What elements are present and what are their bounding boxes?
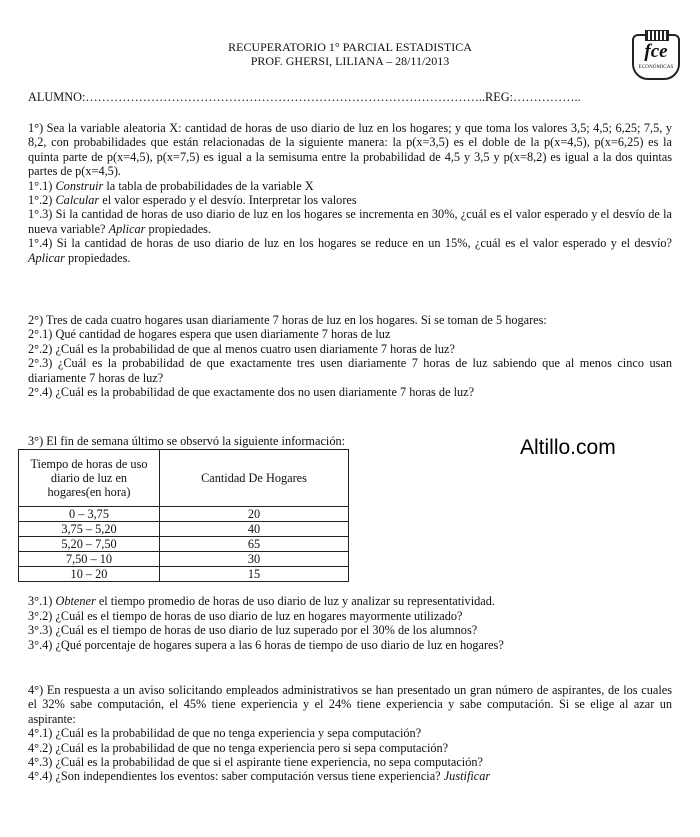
table-header-households: Cantidad De Hogares	[160, 450, 349, 507]
q3-item-3: 3°.3) ¿Cuál es el tiempo de horas de uso diario de luz superado por el 30% de los alumnos?	[28, 623, 478, 638]
q1-intro: 1°) Sea la variable aleatoria X: cantidad de horas de uso diario de luz en los hogares; y que toma los valores 3,5; 4,5; 6,25; 7,5, y 8,2, con probabilidades que están relacionadas de la siguiente manera: la p(x=3,5) es el doble de la p(x=4,5), p(x=6,25) es la quinta parte de p(x=4,5), p(x=7,5) es igual a la semisuma entre la probabilidad de 4,5 y 3,5 y p(x=8,2) es igual a la dos quintas partes de p(x=4,5).	[28, 121, 672, 179]
q1-item-1: 1°.1) Construir la tabla de probabilidades de la variable X	[28, 178, 314, 193]
table-cell: 20	[160, 507, 349, 522]
watermark: Altillo.com	[520, 436, 616, 459]
table-cell: 65	[160, 537, 349, 552]
table-cell: 15	[160, 567, 349, 582]
table-cell: 3,75 – 5,20	[19, 522, 160, 537]
question-1	[28, 121, 672, 265]
q3-item-4: 3°.4) ¿Qué porcentaje de hogares supera a las 6 horas de tiempo de uso diario de luz en hogares?	[28, 637, 504, 652]
q2-item-1: 2°.1) Qué cantidad de hogares espera que usen diariamente 7 horas de luz	[28, 327, 391, 342]
q4-item-1: 4°.1) ¿Cuál es la probabilidad de que no tenga experiencia y sepa computación?	[28, 726, 422, 741]
question-3-items	[28, 594, 504, 652]
fce-logo	[632, 34, 680, 80]
exam-title: RECUPERATORIO 1° PARCIAL ESTADISTICA	[228, 40, 472, 54]
student-line: ALUMNO:……………………………………………………………………………………..REG:……………..	[28, 90, 581, 104]
table-cell: 40	[160, 522, 349, 537]
table-cell: 7,50 – 10	[19, 552, 160, 567]
exam-header	[0, 40, 700, 68]
logo-text: fce	[644, 41, 668, 62]
table-row	[19, 567, 349, 582]
table-header-hours: Tiempo de horas de uso diario de luz en hogares(en hora)	[19, 450, 160, 507]
table-cell: 30	[160, 552, 349, 567]
hours-frequency-table	[18, 449, 349, 582]
q1-item-4: 1°.4) Si la cantidad de horas de uso diario de luz en los hogares se reduce en un 15%, ¿cuál es el valor esperado y el desvío? Aplicar propiedades.	[28, 236, 672, 265]
table-header-row	[19, 450, 349, 507]
logo-columns-icon	[645, 30, 669, 41]
table-row	[19, 507, 349, 522]
table-cell: 5,20 – 7,50	[19, 537, 160, 552]
q4-item-3: 4°.3) ¿Cuál es la probabilidad de que si el aspirante tiene experiencia, no sepa computación?	[28, 755, 483, 770]
q3-intro: 3°) El fin de semana último se observó la siguiente información:	[28, 434, 346, 448]
q2-item-2: 2°.2) ¿Cuál es la probabilidad de que al menos cuatro usen diariamente 7 horas de luz?	[28, 341, 455, 356]
table-row	[19, 537, 349, 552]
logo-subtext: ECONÓMICAS	[638, 65, 674, 70]
q1-item-2: 1°.2) Calcular el valor esperado y el desvío. Interpretar los valores	[28, 193, 357, 208]
question-4	[28, 683, 672, 784]
q2-item-4: 2°.4) ¿Cuál es la probabilidad de que exactamente dos no usen diariamente 7 horas de luz?	[28, 385, 475, 400]
question-2	[28, 313, 672, 399]
q4-item-2: 4°.2) ¿Cuál es la probabilidad de que no tenga experiencia pero si sepa computación?	[28, 740, 449, 755]
table-cell: 10 – 20	[19, 567, 160, 582]
q4-item-4: 4°.4) ¿Son independientes los eventos: saber computación versus tiene experiencia? Justificar	[28, 769, 491, 784]
q2-item-3: 2°.3) ¿Cuál es la probabilidad de que exactamente tres usen diariamente 7 horas de luz sabiendo que al menos cinco usan diariamente 7 horas de luz?	[28, 356, 672, 385]
q3-item-2: 3°.2) ¿Cuál es el tiempo de horas de uso diario de luz en hogares mayormente utilizado?	[28, 608, 463, 623]
q1-item-3: 1°.3) Si la cantidad de horas de uso diario de luz en los hogares se incrementa en 30%, ¿cuál es el valor esperado y el desvío de la nueva variable? Aplicar propiedades.	[28, 207, 672, 236]
professor-date: PROF. GHERSI, LILIANA – 28/11/2013	[250, 54, 450, 68]
q4-intro: 4°) En respuesta a un aviso solicitando empleados administrativos se han presentado un gran número de aspirantes, de los cuales el 32% sabe computación, el 45% tiene experiencia y el 24% tiene experiencia y sabe computación. Si se elige al azar un aspirante:	[28, 683, 672, 726]
q3-item-1: 3°.1) Obtener el tiempo promedio de horas de uso diario de luz y analizar su representatividad.	[28, 594, 495, 608]
table-cell: 0 – 3,75	[19, 507, 160, 522]
table-row	[19, 552, 349, 567]
q2-intro: 2°) Tres de cada cuatro hogares usan diariamente 7 horas de luz en los hogares. Si se toman de 5 hogares:	[28, 313, 547, 327]
table-row	[19, 522, 349, 537]
